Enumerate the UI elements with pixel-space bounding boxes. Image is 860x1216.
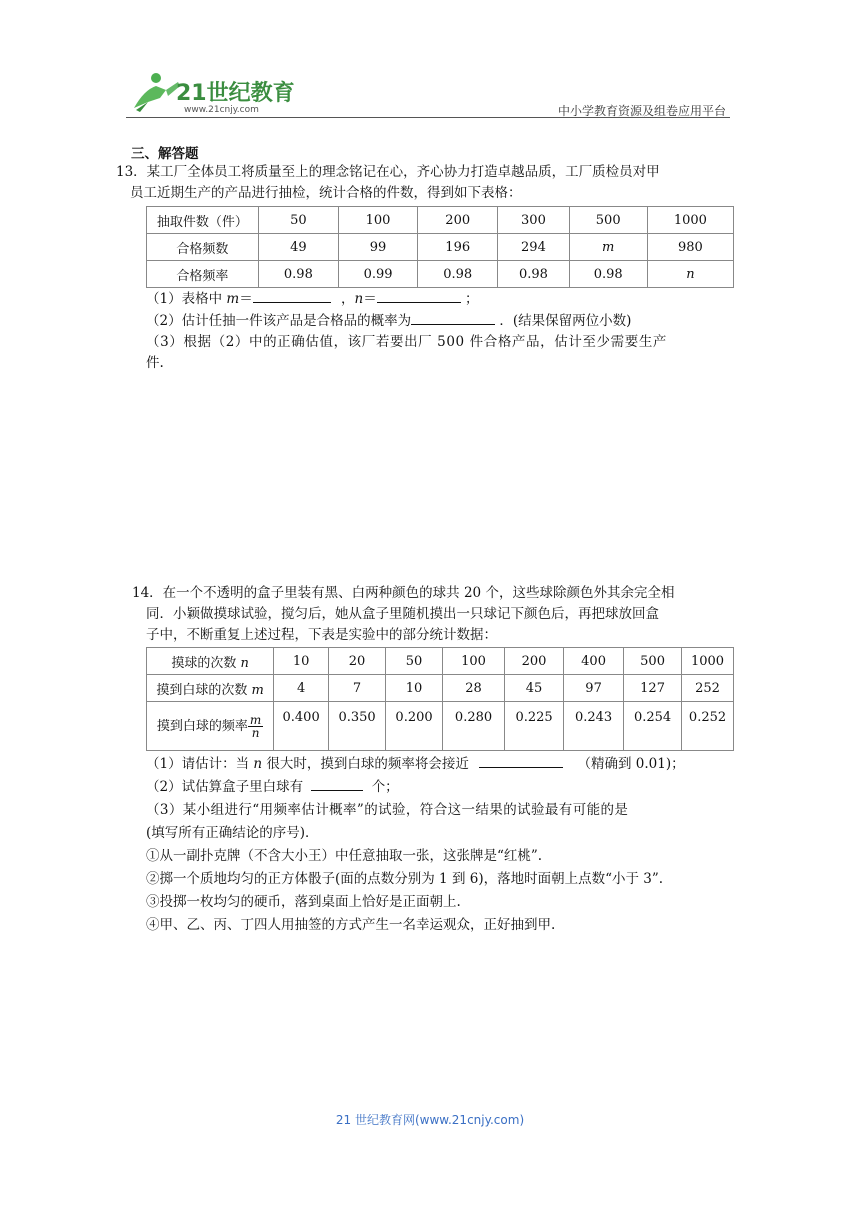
table-cell: 0.98 [258,261,338,288]
q13-table [146,206,734,288]
table-row [147,207,734,234]
table-cell: 127 [624,675,682,702]
fraction-numerator: m [249,712,262,727]
row-label: 摸球的次数 [171,655,241,671]
q13-part1 [146,288,736,310]
table-cell: 500 [569,207,647,234]
equals-sign: ＝ [363,291,377,307]
table-cell: 0.98 [498,261,569,288]
table-cell: 合格频率 [147,261,259,288]
table-cell: 980 [647,234,733,261]
q13-part2-note: ．(结果保留两位小数) [499,313,632,329]
q13-part2-text: （2）估计任抽一件该产品是合格品的概率为 [146,313,412,329]
table-cell: 0.98 [569,261,647,288]
table-cell: 28 [443,675,505,702]
q14-part2-text: （2）试估算盒子里白球有 [146,779,304,795]
row-label: 摸到白球的次数 [156,682,252,698]
table-cell: 10 [274,648,329,675]
logo-url: www.21cnjy.com [184,105,259,115]
q13-parts [146,288,736,374]
q14-part3-line2: (填写所有正确结论的序号)． [146,825,319,841]
table-cell: 300 [498,207,569,234]
fraction-m-over-n [248,714,263,739]
answer-blank-probability[interactable] [411,310,495,325]
q14-stem-line3: 子中，不断重复上述过程，下表是实验中的部分统计数据： [146,627,497,643]
q13-part3-line1: （3）根据（2）中的正确估值，该厂若要出厂 500 件合格产品，估计至少需要生产 [146,334,668,350]
var-n: n [253,756,263,772]
q13-stem [116,162,730,204]
table-cell: 99 [338,234,417,261]
table-cell: 50 [386,648,443,675]
table-cell: 252 [682,675,734,702]
q13-part1-text: （1）表格中 [146,291,227,307]
var-n: n [354,291,364,307]
table-cell: 196 [418,234,498,261]
header-divider [126,117,730,118]
q14-part1-text: （1）请估计：当 [146,756,254,772]
equals-sign: ＝ [239,291,253,307]
logo-text: 21世纪教育 [176,81,295,106]
footer-link[interactable]: 21 世纪教育网(www.21cnjy.com) [335,1113,525,1127]
answer-blank-n[interactable] [377,288,461,303]
table-cell: 1000 [647,207,733,234]
q14-option-4: ④甲、乙、丙、丁四人用抽签的方式产生一名幸运观众，正好抽到甲. [146,917,556,933]
q14-stem-line2: 同．小颖做摸球试验，搅匀后，她从盒子里随机摸出一只球记下颜色后，再把球放回盒 [146,606,659,622]
comma: ， [341,291,355,307]
table-cell: 1000 [682,648,734,675]
table-cell: 0.400 [274,702,329,751]
table-cell: 合格频数 [147,234,259,261]
q14-option-1: ①从一副扑克牌（不含大小王）中任意抽取一张，这张牌是“红桃”. [146,848,543,864]
table-row [147,675,734,702]
table-cell: 100 [443,648,505,675]
answer-blank-frequency[interactable] [479,753,563,768]
table-cell: 100 [338,207,417,234]
table-cell: 45 [505,675,564,702]
table-cell: 7 [329,675,386,702]
table-cell: 0.99 [338,261,417,288]
table-cell [147,675,274,702]
table-cell: 0.280 [443,702,505,751]
table-cell: 400 [564,648,624,675]
row-label: 摸到白球的频率 [156,718,248,734]
table-row [147,702,734,751]
var-m: m [251,682,264,698]
table-cell: 0.200 [386,702,443,751]
q14-part3-line1: （3）某小组进行“用频率估计概率”的试验，符合这一结果的试验最有可能的是 [146,802,629,818]
table-row [147,234,734,261]
table-cell: 97 [564,675,624,702]
table-cell: 0.98 [418,261,498,288]
answer-blank-m[interactable] [253,288,331,303]
q14-part2-unit: 个； [371,779,399,795]
var-n: n [240,655,249,671]
q13-part2 [146,310,736,332]
table-cell: 294 [498,234,569,261]
table-cell: 20 [329,648,386,675]
table-row [147,261,734,288]
answer-blank-white-balls[interactable] [311,776,363,791]
q14-parts [146,753,736,937]
table-cell: 0.350 [329,702,386,751]
table-cell: 0.254 [624,702,682,751]
q13-stem-line1: 13．某工厂全体员工将质量至上的理念铭记在心，齐心协力打造卓越品质，工厂质检员对甲 [116,164,660,180]
q13-part3-line2: 件. [146,355,164,371]
table-cell: 0.252 [682,702,734,751]
table-cell [147,702,274,751]
q14-part1-text-cont: 很大时，摸到白球的频率将会接近 [262,756,469,772]
q14-table [146,647,734,751]
q14-stem-line1: 14．在一个不透明的盒子里装有黑、白两种颜色的球共 20 个，这些球除颜色外其余完全相 [132,585,675,601]
platform-label: 中小学教育资源及组卷应用平台 [557,104,726,118]
table-row [147,648,734,675]
table-cell: 抽取件数（件） [147,207,259,234]
table-cell: 200 [418,207,498,234]
table-cell: 4 [274,675,329,702]
q13-stem-line2: 员工近期生产的产品进行抽检，统计合格的件数，得到如下表格： [130,185,522,201]
q14-option-2: ②掷一个质地均匀的正方体骰子(面的点数分别为 1 到 6)，落地时面朝上点数“小于 3”. [146,871,664,887]
semicolon: ； [465,291,479,307]
table-cell: 500 [624,648,682,675]
21cnjy-logo [126,68,296,116]
section-title: 三、解答题 [131,146,199,162]
fraction-denominator: n [251,725,260,740]
table-cell: 200 [505,648,564,675]
table-cell: 0.243 [564,702,624,751]
table-cell: n [647,261,733,288]
q14-part2 [146,776,736,799]
q14-stem [132,583,736,646]
table-cell: 50 [258,207,338,234]
q14-part1 [146,753,736,776]
table-cell: 49 [258,234,338,261]
var-m: m [226,291,240,307]
table-cell [147,648,274,675]
table-cell: 10 [386,675,443,702]
table-cell: 0.225 [505,702,564,751]
q14-option-3: ③投掷一枚均匀的硬币，落到桌面上恰好是正面朝上. [146,894,461,910]
q14-part1-note: （精确到 0.01)； [577,756,685,772]
table-cell: m [569,234,647,261]
page-header [126,68,730,120]
